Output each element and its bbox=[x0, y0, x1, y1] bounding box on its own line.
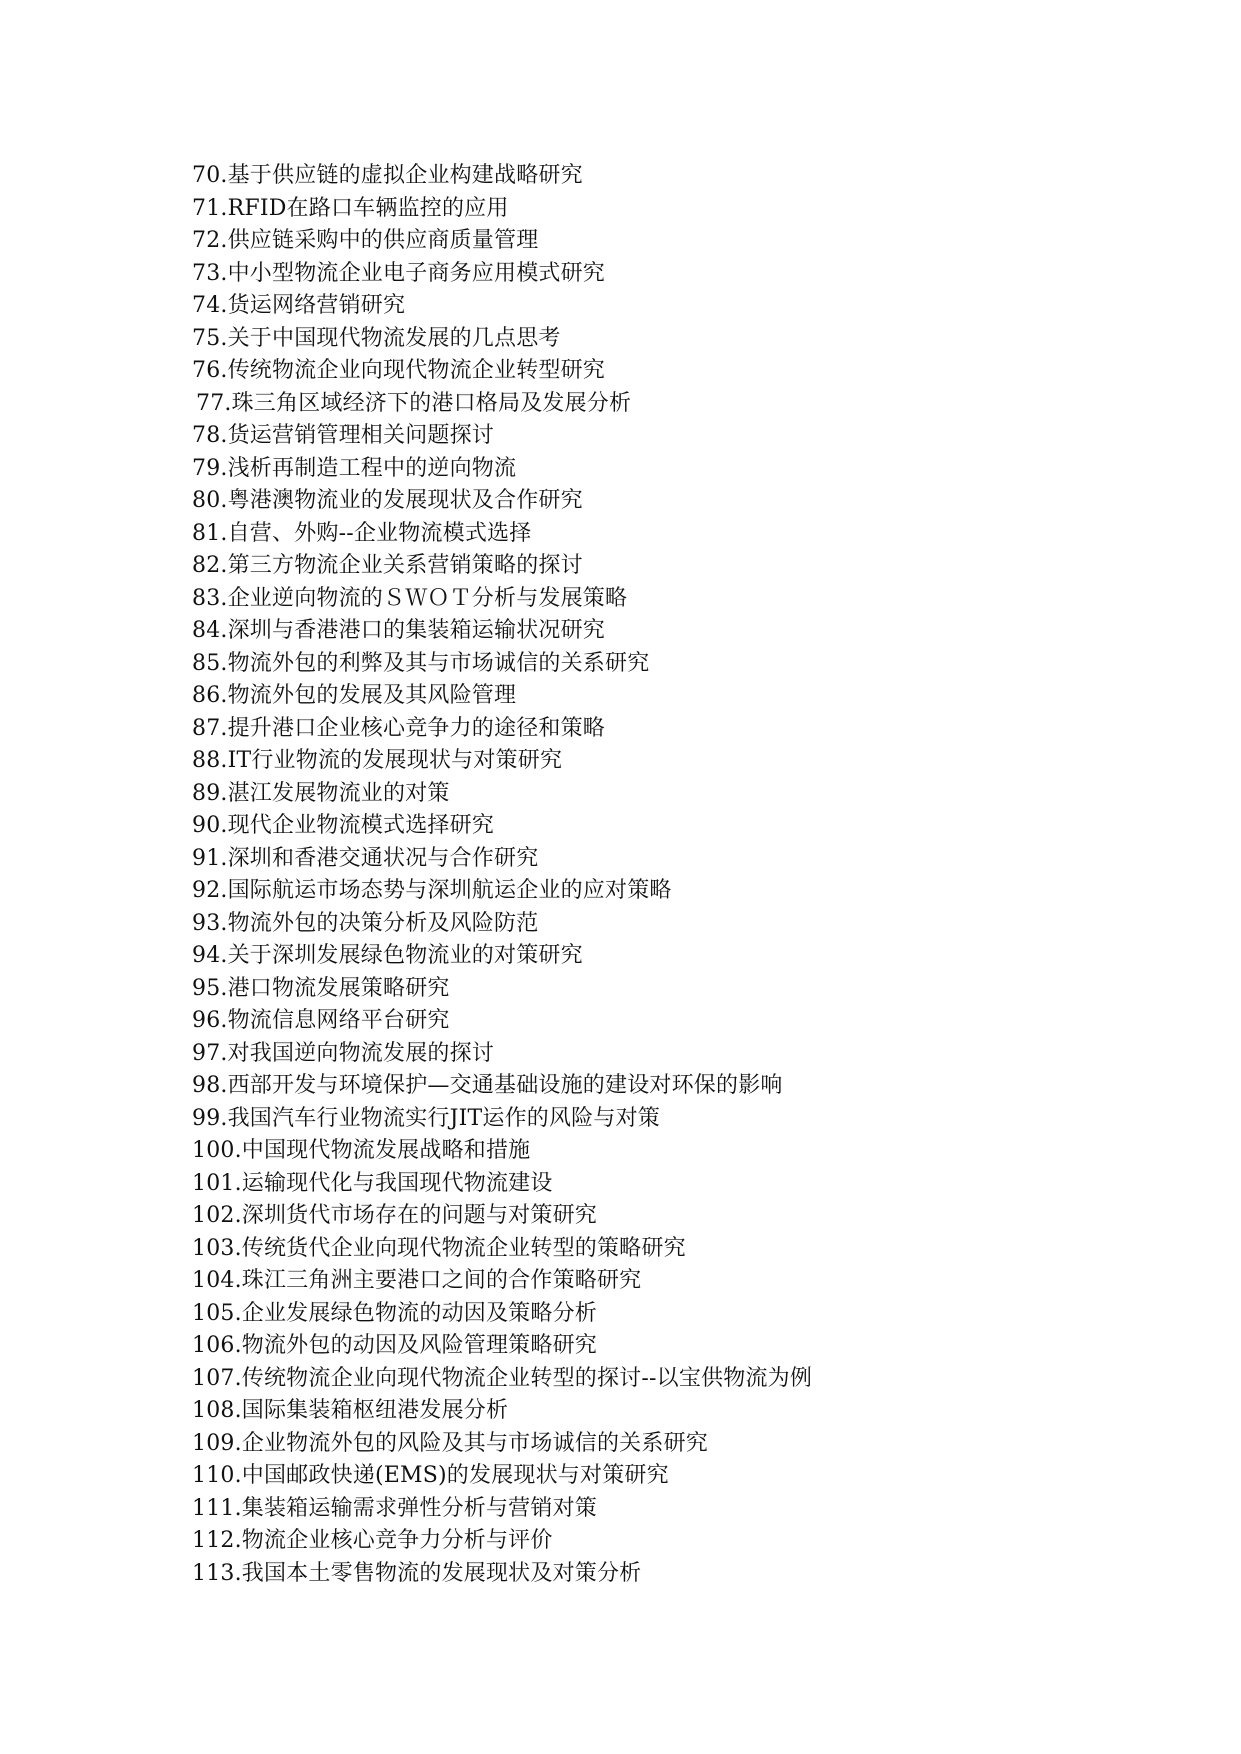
list-item: 98.西部开发与环境保护—交通基础设施的建设对环保的影响 bbox=[192, 1073, 783, 1098]
list-item: 89.湛江发展物流业的对策 bbox=[192, 780, 450, 806]
list-item: 84.深圳与香港港口的集装箱运输状况研究 bbox=[192, 618, 605, 643]
list-item: 86.物流外包的发展及其风险管理 bbox=[192, 683, 517, 708]
list-item: 100.中国现代物流发展战略和措施 bbox=[192, 1138, 531, 1163]
list-item: 109.企业物流外包的风险及其与市场诚信的关系研究 bbox=[192, 1430, 708, 1456]
list-item: 101.运输现代化与我国现代物流建设 bbox=[192, 1170, 553, 1196]
list-item: 103.传统货代企业向现代物流企业转型的策略研究 bbox=[192, 1235, 686, 1261]
list-item: 108.国际集装箱枢纽港发展分析 bbox=[192, 1398, 509, 1423]
list-item: 107.传统物流企业向现代物流企业转型的探讨--以宝供物流为例 bbox=[192, 1365, 813, 1391]
list-item: 102.深圳货代市场存在的问题与对策研究 bbox=[192, 1203, 597, 1228]
list-item: 77.珠三角区域经济下的港口格局及发展分析 bbox=[196, 390, 632, 416]
list-item: 82.第三方物流企业关系营销策略的探讨 bbox=[192, 553, 583, 578]
list-item: 106.物流外包的动因及风险管理策略研究 bbox=[192, 1333, 597, 1358]
list-item: 92.国际航运市场态势与深圳航运企业的应对策略 bbox=[192, 878, 672, 903]
list-item: 99.我国汽车行业物流实行JIT运作的风险与对策 bbox=[192, 1105, 660, 1131]
list-item: 105.企业发展绿色物流的动因及策略分析 bbox=[192, 1300, 597, 1326]
list-item: 111.集装箱运输需求弹性分析与营销对策 bbox=[192, 1495, 597, 1521]
list-item: 75.关于中国现代物流发展的几点思考 bbox=[192, 325, 561, 351]
list-item: 80.粤港澳物流业的发展现状及合作研究 bbox=[192, 488, 583, 513]
list-item: 104.珠江三角洲主要港口之间的合作策略研究 bbox=[192, 1268, 642, 1293]
list-item: 76.传统物流企业向现代物流企业转型研究 bbox=[192, 358, 605, 383]
list-item: 71.RFID在路口车辆监控的应用 bbox=[192, 195, 509, 221]
list-item: 87.提升港口企业核心竞争力的途径和策略 bbox=[192, 715, 605, 741]
list-item: 97.对我国逆向物流发展的探讨 bbox=[192, 1040, 494, 1066]
list-item: 74.货运网络营销研究 bbox=[192, 293, 406, 318]
list-item: 88.IT行业物流的发展现状与对策研究 bbox=[192, 748, 563, 773]
list-item: 96.物流信息网络平台研究 bbox=[192, 1008, 450, 1033]
list-item: 110.中国邮政快递(EMS)的发展现状与对策研究 bbox=[192, 1463, 669, 1488]
list-item: 112.物流企业核心竞争力分析与评价 bbox=[192, 1528, 553, 1553]
list-item: 78.货运营销管理相关问题探讨 bbox=[192, 423, 494, 448]
list-item: 85.物流外包的利弊及其与市场诚信的关系研究 bbox=[192, 650, 650, 676]
list-item: 94.关于深圳发展绿色物流业的对策研究 bbox=[192, 943, 583, 968]
list-item: 72.供应链采购中的供应商质量管理 bbox=[192, 228, 539, 253]
list-item: 79.浅析再制造工程中的逆向物流 bbox=[192, 455, 517, 481]
list-item: 95.港口物流发展策略研究 bbox=[192, 975, 450, 1001]
list-item: 81.自营、外购--企业物流模式选择 bbox=[192, 520, 532, 546]
list-item: 83.企业逆向物流的ＳＷＯＴ分析与发展策略 bbox=[192, 585, 628, 611]
list-item: 93.物流外包的决策分析及风险防范 bbox=[192, 910, 539, 936]
list-item: 73.中小型物流企业电子商务应用模式研究 bbox=[192, 260, 605, 286]
list-item: 113.我国本土零售物流的发展现状及对策分析 bbox=[192, 1560, 642, 1586]
list-item: 91.深圳和香港交通状况与合作研究 bbox=[192, 845, 539, 871]
list-item: 70.基于供应链的虚拟企业构建战略研究 bbox=[192, 163, 583, 188]
list-item: 90.现代企业物流模式选择研究 bbox=[192, 813, 494, 838]
topic-list bbox=[192, 160, 812, 1590]
